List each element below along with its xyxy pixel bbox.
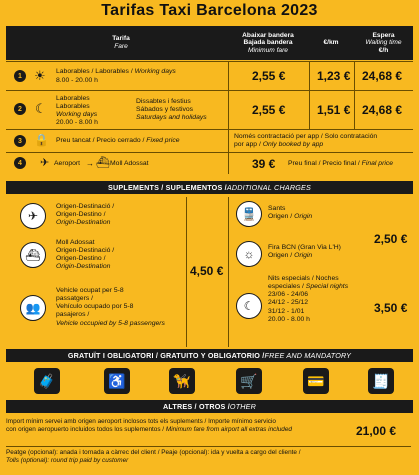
tariff-row-2 — [6, 90, 413, 129]
special-date: 24/12 - 25/12 — [268, 299, 309, 307]
section-heading: SUPLEMENTS / SUPLEMENTOS / — [107, 183, 227, 192]
divider — [354, 62, 355, 90]
special-nights-supplement — [268, 275, 348, 324]
minimum-airport-fare-note — [6, 418, 336, 433]
moon-icon: ☾ — [236, 293, 262, 319]
final-price-label — [288, 160, 393, 168]
supplement-price-mid: 2,50 € — [374, 232, 408, 246]
supplement-line: Origen-Destino / — [56, 211, 106, 219]
supplement-price-night: 3,50 € — [374, 301, 408, 315]
km-price: 1,51 € — [317, 103, 351, 117]
header-minimum-fare: Minimum fare — [248, 46, 288, 54]
fira-supplement — [268, 244, 341, 260]
supplement-line: passatgers / — [56, 295, 94, 303]
header-bandera-ca: Abaixar bandera — [242, 31, 294, 39]
tariff-number: 4 — [14, 157, 26, 169]
table-header — [6, 26, 413, 60]
passengers-icon: 👥 — [20, 295, 46, 321]
fixed-price-label — [56, 137, 180, 145]
header-waiting-time: Waiting time — [365, 39, 402, 47]
airplane-icon: ✈ — [40, 157, 50, 169]
app-note-line: Només contractació per app / Solo contratación — [234, 133, 378, 140]
divider — [228, 153, 229, 174]
supplement-line: Origen-Destinació / — [56, 203, 115, 210]
fixed-price-en: Fixed price — [146, 137, 180, 144]
header-fare-en: Fare — [114, 43, 128, 50]
port-supplement — [56, 239, 114, 272]
supplement-line: especiales / — [268, 283, 306, 291]
supplement-line: Origen-Destinació / — [56, 247, 115, 255]
divider — [228, 62, 229, 90]
lock-icon: 🔒 — [34, 133, 49, 147]
tariff-2-days — [56, 95, 98, 128]
fair-pavilion-icon: ☼ — [236, 241, 262, 267]
header-bandera — [228, 26, 308, 60]
sun-icon: ☀ — [34, 68, 46, 83]
section-heading: ALTRES / OTROS / — [162, 402, 230, 411]
tariff-number: 2 — [14, 103, 26, 115]
app-only-note — [234, 133, 377, 149]
note-line: con origen aeropuerto incluidos todos los suplementos / — [6, 425, 166, 433]
airplane-icon: ✈ — [20, 203, 46, 229]
fixed-price-text: Preu tancat / Precio cerrado / — [56, 137, 147, 144]
header-per-km — [309, 26, 353, 60]
supplement-title: Fira BCN (Gran Via L'H) — [268, 244, 341, 251]
supplement-title: Moll Adossat — [56, 239, 95, 246]
supplement-line: Vehicle ocupat per 5-8 — [56, 287, 124, 294]
note-line: Peatge (opcional): anada i tornada a càrrec del client / Peaje (opcional): ida y vuelta a cargo del cliente / — [6, 449, 301, 456]
free-icons-row — [6, 364, 413, 398]
supplement-line-en: Origin — [294, 213, 313, 221]
supplement-line: Origen / — [268, 213, 295, 221]
section-heading: GRATUÏT I OBLIGATORI / GRATUITO Y OBLIGATORIO / — [67, 351, 265, 360]
tariff-label: Laborables — [56, 103, 90, 111]
airport-minimum-price: 21,00 € — [356, 424, 397, 438]
app-note-en: Only booked by app — [262, 141, 324, 149]
supplement-line-en: Origin-Destination — [56, 219, 111, 227]
tolls-note — [6, 446, 411, 464]
supplement-line: Nits especials / Noches — [268, 275, 339, 282]
special-date: 23/06 - 24/06 — [268, 291, 309, 299]
divider — [228, 197, 229, 347]
route-from: Aeroport — [54, 160, 81, 167]
header-waiting — [354, 26, 413, 60]
tariff-hours: 20.00 - 8.00 h — [56, 119, 98, 127]
guide-dog-icon: 🦮 — [169, 368, 195, 394]
app-note-line: por app / — [234, 141, 263, 149]
weekend-label: Dissabtes i festius — [136, 98, 191, 105]
route-price: 39 € — [252, 157, 276, 171]
supplement-line-en: Vehicle occupied by 5-8 passengers — [56, 319, 165, 327]
note-line-en: Tolls (optional): round trip paid by customer — [6, 456, 129, 464]
bandera-price: 2,55 € — [252, 69, 286, 83]
supplement-line: Origen / — [268, 252, 295, 260]
header-per-km-label: €/km — [323, 39, 339, 47]
supplement-line-en: Origin-Destination — [56, 263, 111, 271]
header-tarifa: Tarifa — [112, 35, 130, 43]
note-line: Import mínim servei amb origen aeroport inclosos tots els suplements / Importe mínimo servicio — [6, 418, 276, 425]
tariff-label: Laborables — [56, 95, 90, 102]
section-heading-en: OTHER — [229, 402, 257, 411]
supplement-line: pasajeros / — [56, 311, 90, 319]
special-hours: 20.00 - 8.00 h — [268, 315, 310, 323]
ship-icon: ⛴ — [96, 157, 110, 169]
tariff-hours: 8.00 - 20.00 h — [56, 77, 98, 84]
divider — [186, 197, 187, 347]
km-price: 1,23 € — [317, 69, 351, 83]
bandera-price: 2,55 € — [252, 103, 286, 117]
tariff-label-text: Laborables / Laborables / — [56, 68, 135, 75]
supplement-title: Sants — [268, 205, 286, 212]
section-free-mandatory — [6, 349, 413, 362]
section-others — [6, 400, 413, 413]
supplement-line: Origen-Destino / — [56, 255, 106, 263]
section-heading-en: ADDITIONAL CHARGES — [226, 183, 312, 192]
tariff-2-weekend — [136, 98, 207, 122]
special-date: 31/12 - 1/01 — [268, 307, 305, 315]
train-icon: 🚆 — [236, 201, 262, 227]
moon-icon: ☾ — [35, 101, 47, 116]
receipt-icon: 🧾 — [368, 368, 394, 394]
header-bandera-es: Bajada bandera — [243, 39, 293, 47]
supplements-body — [6, 197, 413, 347]
tariff-label-en: Working days — [134, 68, 176, 75]
pram-icon: 🛒 — [236, 368, 262, 394]
note-line-en: Minimum fare from airport all extras included — [165, 425, 292, 433]
header-fare — [46, 26, 196, 60]
divider — [309, 91, 310, 129]
ship-icon: ⛴ — [20, 242, 46, 268]
suitcase-icon: 🧳 — [34, 368, 60, 394]
vehicle-supplement — [56, 287, 165, 328]
wait-price: 24,68 € — [362, 69, 403, 83]
header-per-h: €/h — [378, 46, 389, 54]
divider — [309, 62, 310, 90]
tariff-number: 3 — [14, 135, 26, 147]
weekend-label-en: Saturdays and holidays — [136, 114, 207, 122]
arrow-right-icon: → — [86, 159, 94, 168]
sants-supplement — [268, 205, 312, 221]
supplement-line-en: Origin — [294, 252, 313, 260]
supplement-price-left: 4,50 € — [190, 264, 224, 278]
route-to: Moll Adossat — [110, 160, 149, 167]
tariff-label-en: Working days — [56, 111, 98, 119]
wheelchair-icon: ♿ — [104, 368, 130, 394]
final-price-en: Final price — [361, 160, 394, 167]
supplement-line: Vehículo ocupado por 5-8 — [56, 303, 134, 311]
credit-card-icon: 💳 — [303, 368, 329, 394]
tariff-number: 1 — [14, 70, 26, 82]
section-supplements — [6, 181, 413, 194]
divider — [228, 130, 229, 152]
page-title: Tarifas Taxi Barcelona 2023 — [101, 2, 318, 19]
tariff-label — [56, 68, 176, 76]
tariff-row-1 — [6, 61, 413, 90]
section-heading-en: FREE AND MANDATORY — [264, 351, 352, 360]
final-price-text: Preu final / Precio final / — [288, 160, 362, 167]
tariff-row-3 — [6, 129, 413, 152]
wait-price: 24,68 € — [362, 103, 403, 117]
weekend-label: Sábados y festivos — [136, 106, 194, 114]
tariff-row-4 — [6, 152, 413, 174]
airport-supplement — [56, 203, 114, 227]
header-espera: Espera — [372, 31, 395, 39]
divider — [228, 91, 229, 129]
divider — [354, 91, 355, 129]
supplement-line-en: Special nights — [305, 283, 349, 291]
